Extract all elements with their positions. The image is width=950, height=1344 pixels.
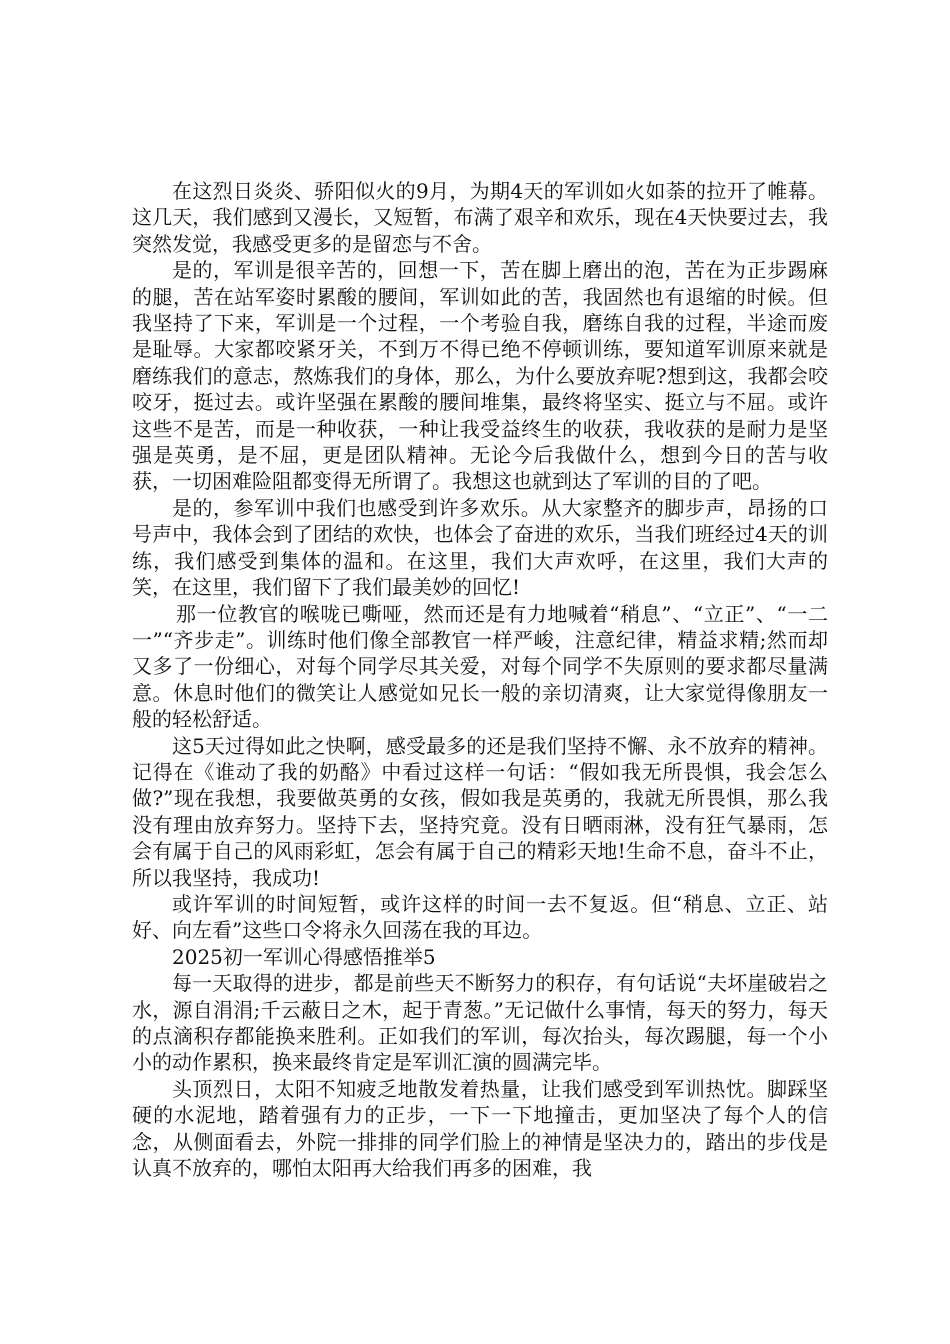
paragraph: 这5天过得如此之快啊，感受最多的还是我们坚持不懈、永不放弃的精神。记得在《谁动了我的奶酪》中看过这样一句话：“假如我无所畏惧，我会怎么做?”现在我想，我要做英勇的女孩，假如我是英勇的，我就无所畏惧，那么我没有理由放弃努力。坚持下去，坚持究竟。没有日晒雨淋，没有狂气暴雨，怎会有属于自己的风雨彩虹，怎会有属于自己的精彩天地!生命不息，奋斗不止，所以我坚持，我成功!	[132, 733, 828, 890]
section-heading: 2025初一军训心得感悟推举5	[172, 944, 436, 969]
paragraph: 那一位教官的喉咙已嘶哑，然而还是有力地喊着“稍息”、“立正”、“一二一”“齐步走”。训练时他们像全部教官一样严峻，注意纪律，精益求精;然而却又多了一份细心，对每个同学尽其关爱，对每个同学不失原则的要求都尽量满意。休息时他们的微笑让人感觉如兄长一般的亲切清爽，让大家觉得像朋友一般的轻松舒适。	[132, 601, 828, 732]
document-body	[132, 178, 828, 1181]
paragraph: 是的，军训是很辛苦的，回想一下，苦在脚上磨出的泡，苦在为正步踢麻的腿，苦在站军姿时累酸的腰间，军训如此的苦，我固然也有退缩的时候。但我坚持了下来，军训是一个过程，一个考验自我，磨练自我的过程，半途而废是耻辱。大家都咬紧牙关，不到万不得已绝不停顿训练，要知道军训原来就是磨练我们的意志，熬炼我们的身体，那么，为什么要放弃呢?想到这，我都会咬咬牙，挺过去。或许坚强在累酸的腰间堆集，最终将坚实、挺立与不屈。或许这些不是苦，而是一种收获，一种让我受益终生的收获，我收获的是耐力是坚强是英勇，是不屈，更是团队精神。无论今后我做什么，想到今日的苦与收获，一切困难险阻都变得无所谓了。我想这也就到达了军训的目的了吧。	[132, 258, 828, 494]
paragraph: 头顶烈日，太阳不知疲乏地散发着热量，让我们感受到军训热忱。脚踩坚硬的水泥地，踏着强有力的正步，一下一下地撞击，更加坚决了每个人的信念，从侧面看去，外院一排排的同学们脸上的神情是坚决力的，踏出的步伐是认真不放弃的，哪怕太阳再大给我们再多的困难，我	[132, 1076, 828, 1181]
paragraph: 或许军训的时间短暂，或许这样的时间一去不复返。但“稍息、立正、站好、向左看”这些口令将永久回荡在我的耳边。	[132, 891, 828, 943]
paragraph: 每一天取得的进步，都是前些天不断努力的积存，有句话说“夫坏崖破岩之水，源自涓涓;千云蔽日之木，起于青葱。”无记做什么事情，每天的努力，每天的点滴积存都能换来胜利。正如我们的军训，每次抬头，每次踢腿，每一个小小的动作累积，换来最终肯定是军训汇演的圆满完毕。	[132, 971, 828, 1075]
paragraph: 是的，参军训中我们也感受到许多欢乐。从大家整齐的脚步声，昂扬的口号声中，我体会到了团结的欢快，也体会了奋进的欢乐，当我们班经过4天的训练，我们感受到集体的温和。在这里，我们大声欢呼，在这里，我们大声的笑，在这里，我们留下了我们最美妙的回忆!	[132, 495, 828, 600]
paragraph: 在这烈日炎炎、骄阳似火的9月，为期4天的军训如火如荼的拉开了帷幕。这几天，我们感到又漫长，又短暂，布满了艰辛和欢乐，现在4天快要过去，我突然发觉，我感受更多的是留恋与不舍。	[132, 179, 828, 256]
